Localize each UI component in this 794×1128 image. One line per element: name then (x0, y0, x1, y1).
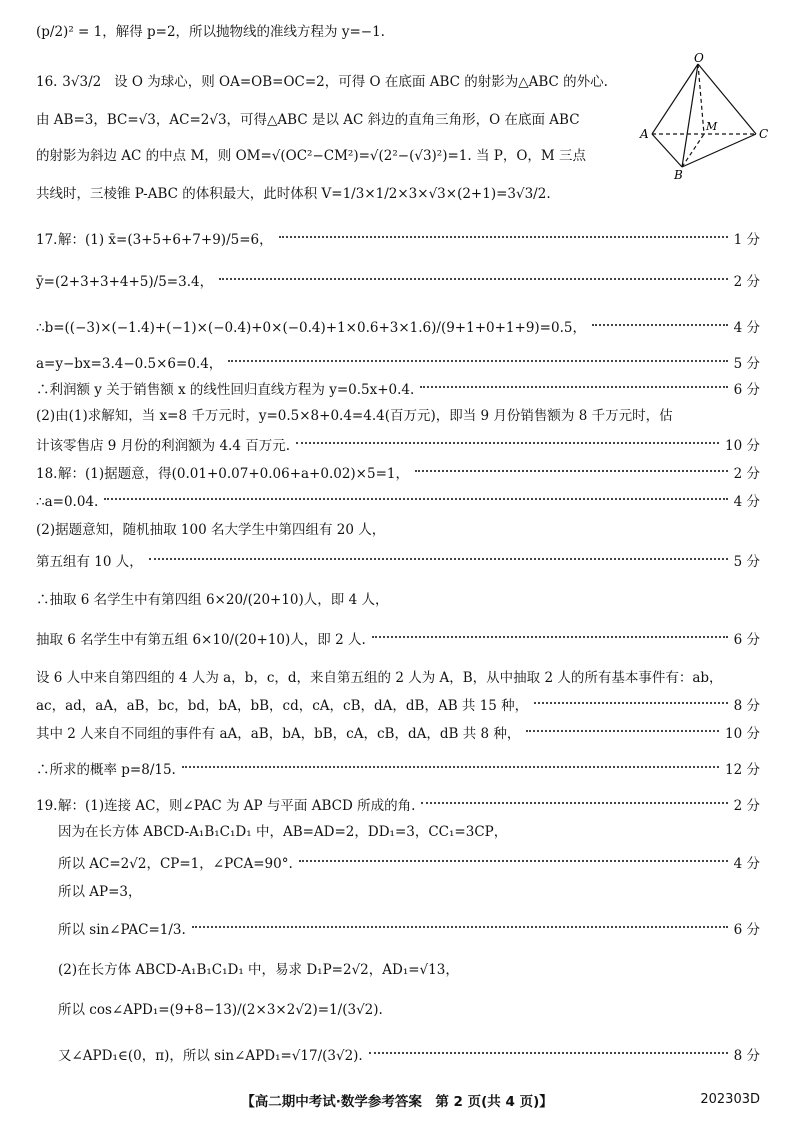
dot-leader (369, 1052, 728, 1054)
line-content: 解：(1)据题意，得(0.01+0.07+0.06+a+0.02)×5=1， (58, 466, 409, 482)
dot-leader (192, 926, 728, 928)
q19-line-1 (36, 796, 760, 816)
q18-line-10 (36, 760, 760, 780)
text-line-0 (36, 22, 760, 42)
line-content: 所以 cos∠APD₁=(9+8−13)/(2×3×2√2)=1/(3√2). (58, 1002, 383, 1018)
line-content: 第五组有 10 人， (36, 554, 143, 570)
line-content: 由 AB=3，BC=√3，AC=2√3，可得△ABC 是以 AC 斜边的直角三角形，O 在底面 ABC (36, 112, 580, 128)
score: 5 分 (733, 554, 760, 570)
score: 8 分 (733, 698, 760, 714)
line-content: 解：(1) x̄=(3+5+6+7+9)/5=6， (58, 232, 273, 248)
line-content: 设 6 人中来自第四组的 4 人为 a，b，c，d，来自第五组的 2 人为 A，B，从中抽取 2 人的所有基本事件有：ab， (36, 670, 723, 686)
label-c: C (759, 127, 768, 141)
line-content: 共线时，三棱锥 P-ABC 的体积最大，此时体积 V=1/3×1/2×3×√3×(2+1)=3√3/2. (36, 186, 551, 202)
line-content: 所以 sin∠PAC=1/3. (58, 922, 186, 938)
q17-line-4 (36, 354, 760, 374)
q19-line-8 (58, 1046, 760, 1066)
q19-line-2 (58, 822, 760, 842)
dot-leader (415, 470, 728, 472)
score: 2 分 (733, 798, 760, 814)
score: 2 分 (733, 274, 760, 290)
q19-line-6 (58, 960, 760, 980)
line-content: 因为在长方体 ABCD-A₁B₁C₁D₁ 中，AB=AD=2，DD₁=3，CC₁=3CP， (58, 824, 508, 840)
score: 4 分 (733, 320, 760, 336)
score: 4 分 (733, 494, 760, 510)
q18-line-1 (36, 464, 760, 484)
q16-answer: 3√3/2 (62, 74, 102, 90)
q17-line-3 (36, 318, 760, 338)
q17-line-5 (36, 380, 760, 400)
q19-line-3 (58, 854, 760, 874)
q17-line-2 (36, 272, 760, 292)
line-content: 解：(1)连接 AC，则∠PAC 为 AP 与平面 ABCD 所成的角. (58, 798, 416, 814)
line-content: (2)在长方体 ABCD-A₁B₁C₁D₁ 中，易求 D₁P=2√2，AD₁=√13， (58, 962, 459, 978)
label-o: O (694, 52, 704, 65)
dot-leader (421, 802, 727, 804)
q19-line-4 (58, 882, 760, 902)
dot-leader (182, 766, 719, 768)
dot-leader (534, 702, 727, 704)
score: 10 分 (725, 438, 760, 454)
line-content: (2)由(1)求解知，当 x=8 千万元时，y=0.5×8+0.4=4.4(百万元)，即当 9 月份销售额为 8 千万元时，估 (36, 408, 673, 424)
line-content: 所以 AC=2√2，CP=1，∠PCA=90°. (58, 856, 293, 872)
line-content: a=y−bx=3.4−0.5×6=0.4， (36, 356, 223, 372)
q18-line-4 (36, 552, 760, 572)
dot-leader (104, 498, 727, 500)
line-content: 所以 AP=3， (58, 884, 142, 900)
q18-line-3 (36, 520, 760, 540)
dot-leader (372, 636, 728, 638)
score: 6 分 (733, 632, 760, 648)
score: 12 分 (725, 762, 760, 778)
line-content: ∴所求的概率 p=8/15. (36, 762, 176, 778)
document-code: 202303D (700, 1092, 760, 1107)
q18-line-9 (36, 724, 760, 744)
dot-leader (228, 360, 727, 362)
line-content: (p/2)² = 1，解得 p=2，所以抛物线的准线方程为 y=−1. (36, 24, 385, 40)
score: 6 分 (733, 382, 760, 398)
dot-leader (592, 324, 728, 326)
q19-line-5 (58, 920, 760, 940)
page-footer: 【高二期中考试·数学参考答案 第 2 页(共 4 页)】 (241, 1094, 553, 1110)
question-number: 19. (36, 798, 58, 814)
q18-line-5 (36, 590, 760, 610)
dot-leader (296, 442, 719, 444)
q18-line-2 (36, 492, 760, 512)
label-b: B (674, 168, 683, 182)
score: 4 分 (733, 856, 760, 872)
q18-line-8 (36, 696, 760, 716)
label-m: M (706, 120, 718, 133)
score: 2 分 (733, 466, 760, 482)
score: 5 分 (733, 356, 760, 372)
q18-line-7 (36, 668, 760, 688)
question-number: 18. (36, 466, 58, 482)
score: 6 分 (733, 922, 760, 938)
pyramid-figure (638, 52, 768, 182)
dot-leader (420, 386, 727, 388)
score: 10 分 (725, 726, 760, 742)
dot-leader (299, 860, 728, 862)
dot-leader (219, 278, 728, 280)
line-content: ȳ=(2+3+3+4+5)/5=3.4， (36, 274, 214, 290)
q18-line-6 (36, 630, 760, 650)
line-content: ∴抽取 6 名学生中有第四组 6×20/(20+10)人，即 4 人， (36, 592, 389, 608)
line-content: 又∠APD₁∈(0，π)，所以 sin∠APD₁=√17/(3√2). (58, 1048, 363, 1064)
line-content: 抽取 6 名学生中有第五组 6×10/(20+10)人，即 2 人. (36, 632, 366, 648)
score: 1 分 (733, 232, 760, 248)
dot-leader (149, 558, 728, 560)
line-content: (2)据题意知，随机抽取 100 名大学生中第四组有 20 人， (36, 522, 386, 538)
line-content: ∴b=((−3)×(−1.4)+(−1)×(−0.4)+0×(−0.4)+1×0.6+3×1.6)/(9+1+0+1+9)=0.5， (36, 320, 586, 336)
score: 8 分 (733, 1048, 760, 1064)
dot-leader (526, 730, 719, 732)
label-a: A (640, 127, 649, 141)
line-content: ac，ad，aA，aB，bc，bd，bA，bB，cd，cA，cB，dA，dB，AB 共 15 种， (36, 698, 529, 714)
line-content: 计该零售店 9 月份的利润额为 4.4 百万元. (36, 438, 291, 454)
line-content: 设 O 为球心，则 OA=OB=OC=2，可得 O 在底面 ABC 的射影为△ABC 的外心. (114, 74, 608, 90)
line-content: ∴a=0.04. (36, 494, 99, 510)
line-content: ∴利润额 y 关于销售额 x 的线性回归直线方程为 y=0.5x+0.4. (36, 382, 415, 398)
dot-leader (279, 236, 728, 238)
line-content: 的射影为斜边 AC 的中点 M，则 OM=√(OC²−CM²)=√(2²−(√3)²)=1. 当 P，O，M 三点 (36, 148, 587, 164)
question-number: 17. (36, 232, 58, 248)
line-content: 其中 2 人来自不同组的事件有 aA，aB，bA，bB，cA，cB，dA，dB 共 8 种， (36, 726, 521, 742)
q16-line-4 (36, 184, 760, 204)
q17-line-1 (36, 230, 760, 250)
q17-line-6 (36, 406, 760, 426)
q19-line-7 (58, 1000, 760, 1020)
question-number: 16. (36, 74, 58, 90)
q17-line-7 (36, 436, 760, 456)
